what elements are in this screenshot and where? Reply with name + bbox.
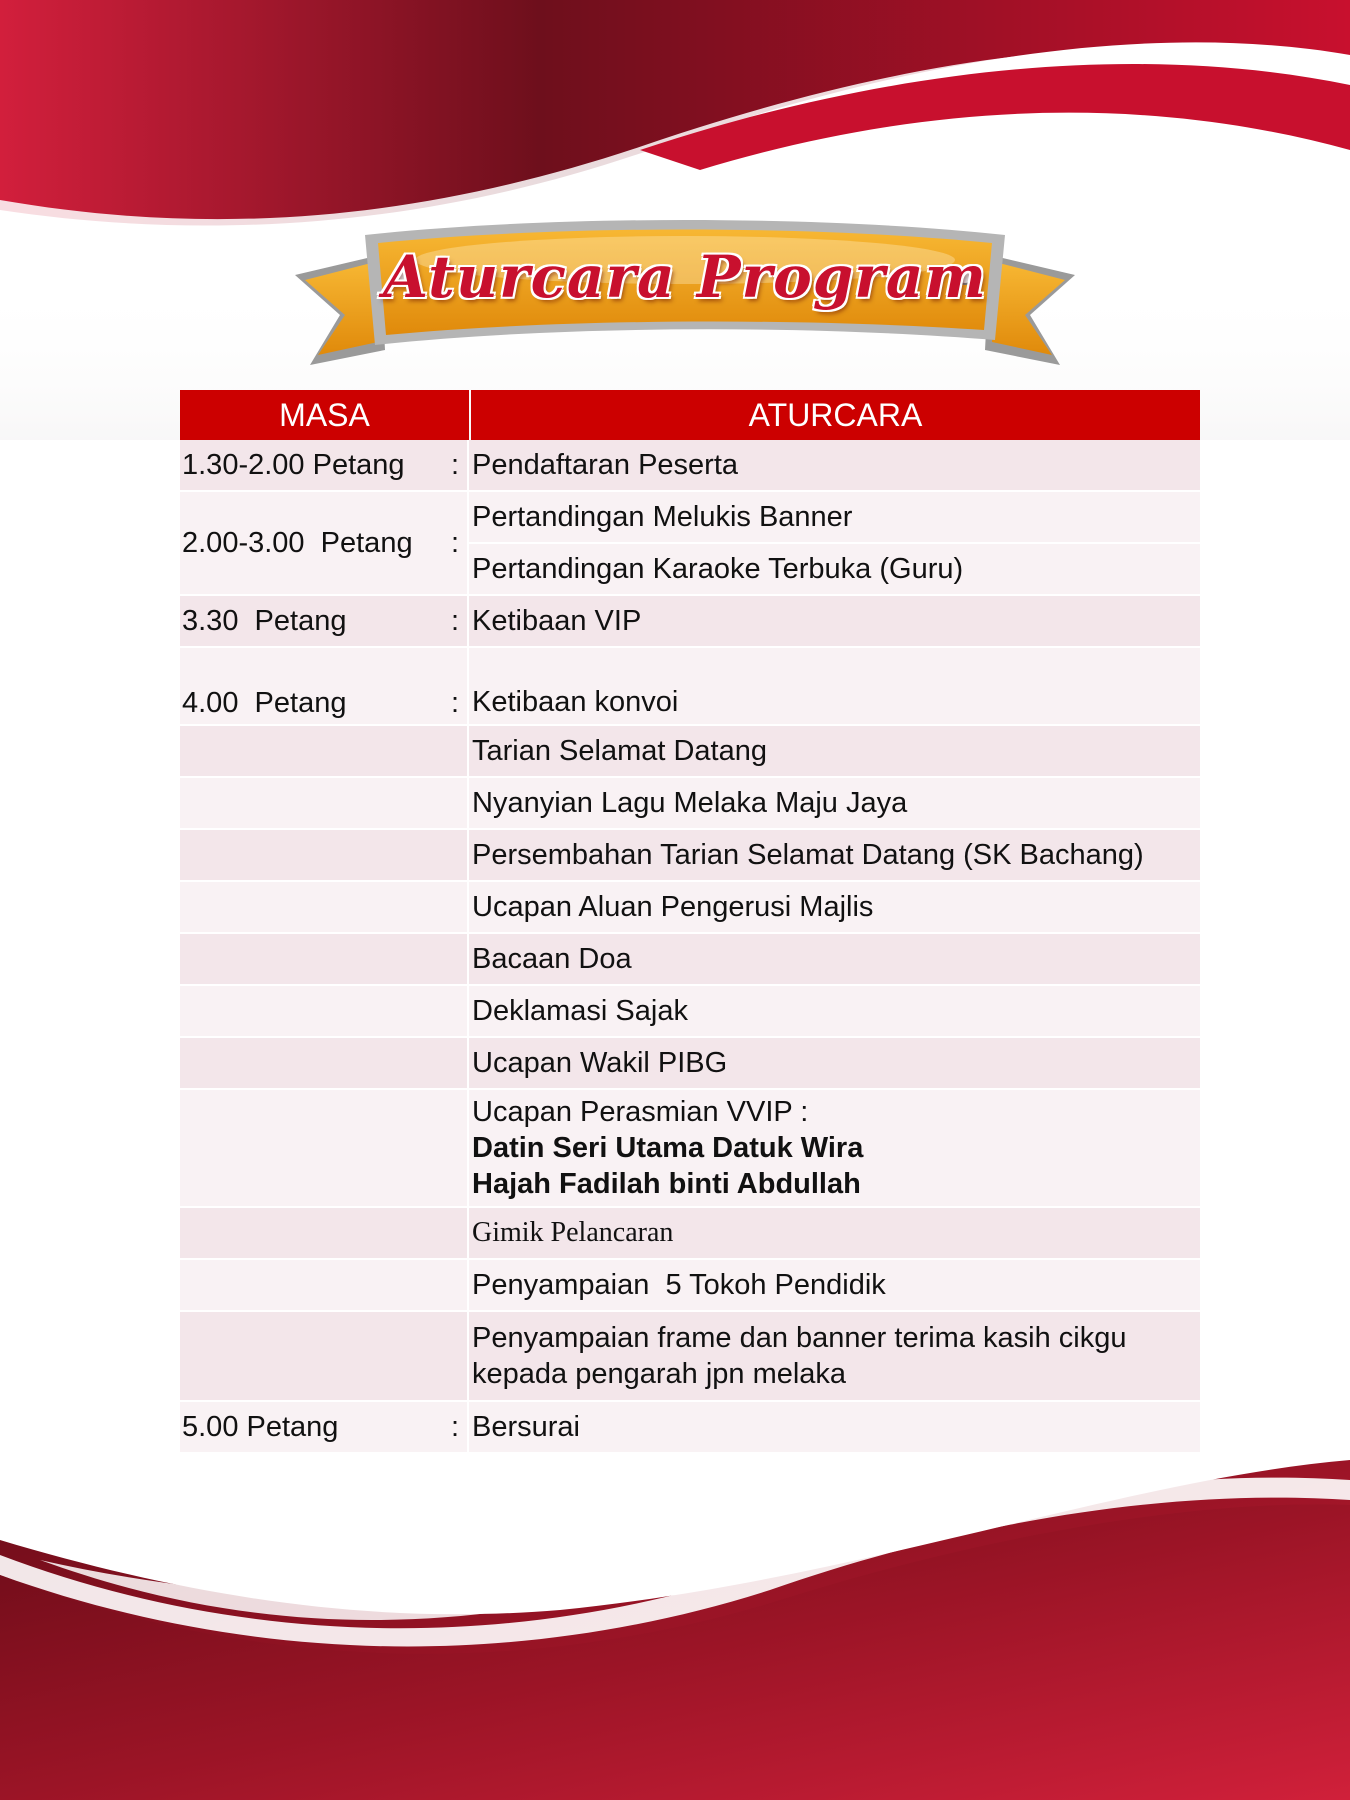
program-cell (469, 882, 1200, 932)
table-row (180, 1402, 1200, 1454)
program-cell (469, 830, 1200, 880)
time-cell (180, 648, 469, 724)
program-line: kepada pengarah jpn melaka (472, 1358, 847, 1390)
vvip-label: Ucapan Perasmian VVIP : (472, 1096, 809, 1128)
table-row (180, 726, 1200, 778)
table-row (180, 648, 1200, 726)
table-row (180, 1090, 1200, 1208)
program-item: Ucapan Aluan Pengerusi Majlis (472, 891, 874, 923)
table-row (180, 440, 1200, 492)
time-text: 3.30 Petang (182, 604, 347, 637)
time-cell (180, 726, 469, 776)
program-item: Bacaan Doa (472, 943, 632, 975)
time-cell (180, 1090, 469, 1206)
time-text: 5.00 Petang (182, 1410, 339, 1443)
program-item: Persembahan Tarian Selamat Datang (SK Bachang) (472, 839, 1144, 871)
table-row (180, 1260, 1200, 1312)
program-cell (469, 726, 1200, 776)
colon: : (450, 448, 459, 481)
program-cell (469, 1208, 1200, 1258)
table-header (180, 390, 1200, 440)
time-cell (180, 440, 469, 490)
time-cell (180, 830, 469, 880)
program-item: Ketibaan konvoi (472, 686, 679, 718)
table-row (180, 882, 1200, 934)
time-text: 4.00 Petang (182, 687, 347, 719)
program-item: Nyanyian Lagu Melaka Maju Jaya (472, 787, 908, 819)
program-cell (469, 596, 1200, 646)
table-row (180, 1208, 1200, 1260)
program-item: Pertandingan Karaoke Terbuka (Guru) (469, 542, 1200, 594)
program-cell (469, 492, 1200, 594)
colon: : (450, 687, 459, 719)
table-row (180, 934, 1200, 986)
program-item: Penyampaian 5 Tokoh Pendidik (472, 1269, 886, 1301)
header-masa: MASA (180, 390, 469, 440)
time-cell (180, 1208, 469, 1258)
header-aturcara: ATURCARA (471, 390, 1200, 440)
time-text: 2.00-3.00 Petang (182, 526, 413, 559)
time-cell (180, 1402, 469, 1452)
table-row (180, 1312, 1200, 1402)
program-item: Ucapan Wakil PIBG (472, 1047, 728, 1079)
program-cell (469, 1402, 1200, 1452)
program-item-multiline (469, 1312, 1200, 1400)
program-item: Tarian Selamat Datang (472, 735, 767, 767)
time-cell (180, 1260, 469, 1310)
program-item: Pendaftaran Peserta (472, 449, 739, 481)
time-cell (180, 1038, 469, 1088)
program-item: Ketibaan VIP (472, 605, 642, 637)
colon: : (450, 604, 459, 637)
table-row (180, 596, 1200, 648)
time-cell (180, 986, 469, 1036)
program-cell (469, 440, 1200, 490)
vvip-speech-item (469, 1090, 1200, 1206)
table-row (180, 492, 1200, 596)
program-cell (469, 1090, 1200, 1206)
program-cell (469, 934, 1200, 984)
schedule-table (180, 390, 1200, 1454)
program-item: Deklamasi Sajak (472, 995, 688, 1027)
vvip-name-line1: Datin Seri Utama Datuk Wira (472, 1132, 864, 1164)
vvip-name-line2: Hajah Fadilah binti Abdullah (472, 1168, 861, 1200)
table-body (180, 440, 1200, 1454)
table-row (180, 778, 1200, 830)
program-item: Pertandingan Melukis Banner (472, 501, 853, 533)
program-item: Bersurai (472, 1411, 580, 1443)
time-cell (180, 778, 469, 828)
table-row (180, 986, 1200, 1038)
page-title: Aturcara Program (383, 243, 987, 311)
program-item: Gimik Pelancaran (472, 1217, 674, 1248)
time-cell (180, 882, 469, 932)
colon: : (450, 526, 459, 559)
time-cell (180, 492, 469, 594)
time-cell (180, 934, 469, 984)
time-text: 1.30-2.00 Petang (182, 448, 405, 481)
program-cell (469, 1038, 1200, 1088)
table-row (180, 1038, 1200, 1090)
program-cell (469, 986, 1200, 1036)
program-cell (469, 1312, 1200, 1400)
program-cell (469, 1260, 1200, 1310)
program-cell (469, 648, 1200, 724)
program-line: Penyampaian frame dan banner terima kasih cikgu (472, 1322, 1127, 1354)
program-cell (469, 778, 1200, 828)
time-cell (180, 1312, 469, 1400)
colon: : (450, 1410, 459, 1443)
table-row (180, 830, 1200, 882)
time-cell (180, 596, 469, 646)
